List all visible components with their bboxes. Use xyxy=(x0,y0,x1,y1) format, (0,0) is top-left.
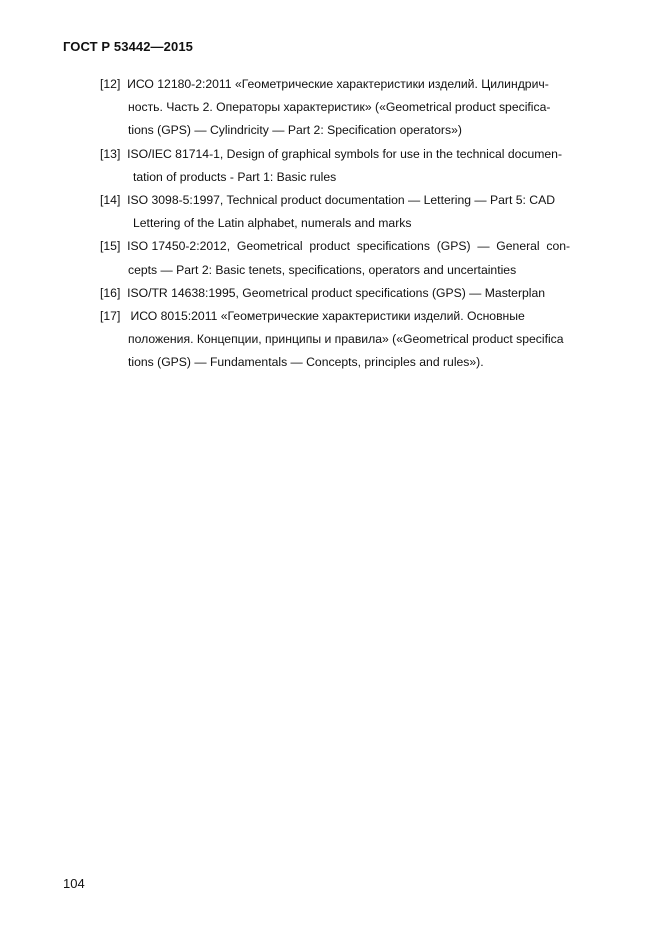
page-number: 104 xyxy=(63,876,85,891)
reference-line: ность. Часть 2. Операторы характеристик» («Geometrical product specifica- xyxy=(128,100,551,115)
reference-line: [15] ISO 17450-2:2012, Geometrical product specifications (GPS) — General con- xyxy=(100,239,571,254)
reference-17 xyxy=(100,305,616,375)
document-header: ГОСТ Р 53442—2015 xyxy=(63,39,193,54)
reference-line: [14] ISO 3098-5:1997, Technical product documentation — Lettering — Part 5: CAD xyxy=(100,192,556,207)
reference-line: tation of products - Part 1: Basic rules xyxy=(133,169,337,184)
reference-16 xyxy=(100,282,616,305)
reference-15 xyxy=(100,235,616,281)
reference-line: tions (GPS) — Fundamentals — Concepts, principles and rules»). xyxy=(128,355,484,370)
reference-13 xyxy=(100,143,616,189)
reference-line: tions (GPS) — Cylindricity — Part 2: Specification operators») xyxy=(128,123,462,138)
reference-line: [16] ISO/TR 14638:1995, Geometrical product specifications (GPS) — Masterplan xyxy=(100,285,546,300)
reference-line: [17] ИСО 8015:2011 «Геометрические характеристики изделий. Основные xyxy=(100,308,525,323)
reference-list xyxy=(100,73,616,374)
reference-line: [13] ISO/IEC 81714-1, Design of graphical symbols for use in the technical documen- xyxy=(100,146,563,161)
reference-line: cepts — Part 2: Basic tenets, specifications, operators and uncertainties xyxy=(128,262,517,277)
reference-line: [12] ИСО 12180-2:2011 «Геометрические характеристики изделий. Цилиндрич- xyxy=(100,77,549,91)
reference-12 xyxy=(100,73,616,143)
reference-line: положения. Концепции, принципы и правила» («Geometrical product specifica xyxy=(128,332,564,347)
reference-14 xyxy=(100,189,616,235)
reference-line: Lettering of the Latin alphabet, numerals and marks xyxy=(133,216,412,231)
